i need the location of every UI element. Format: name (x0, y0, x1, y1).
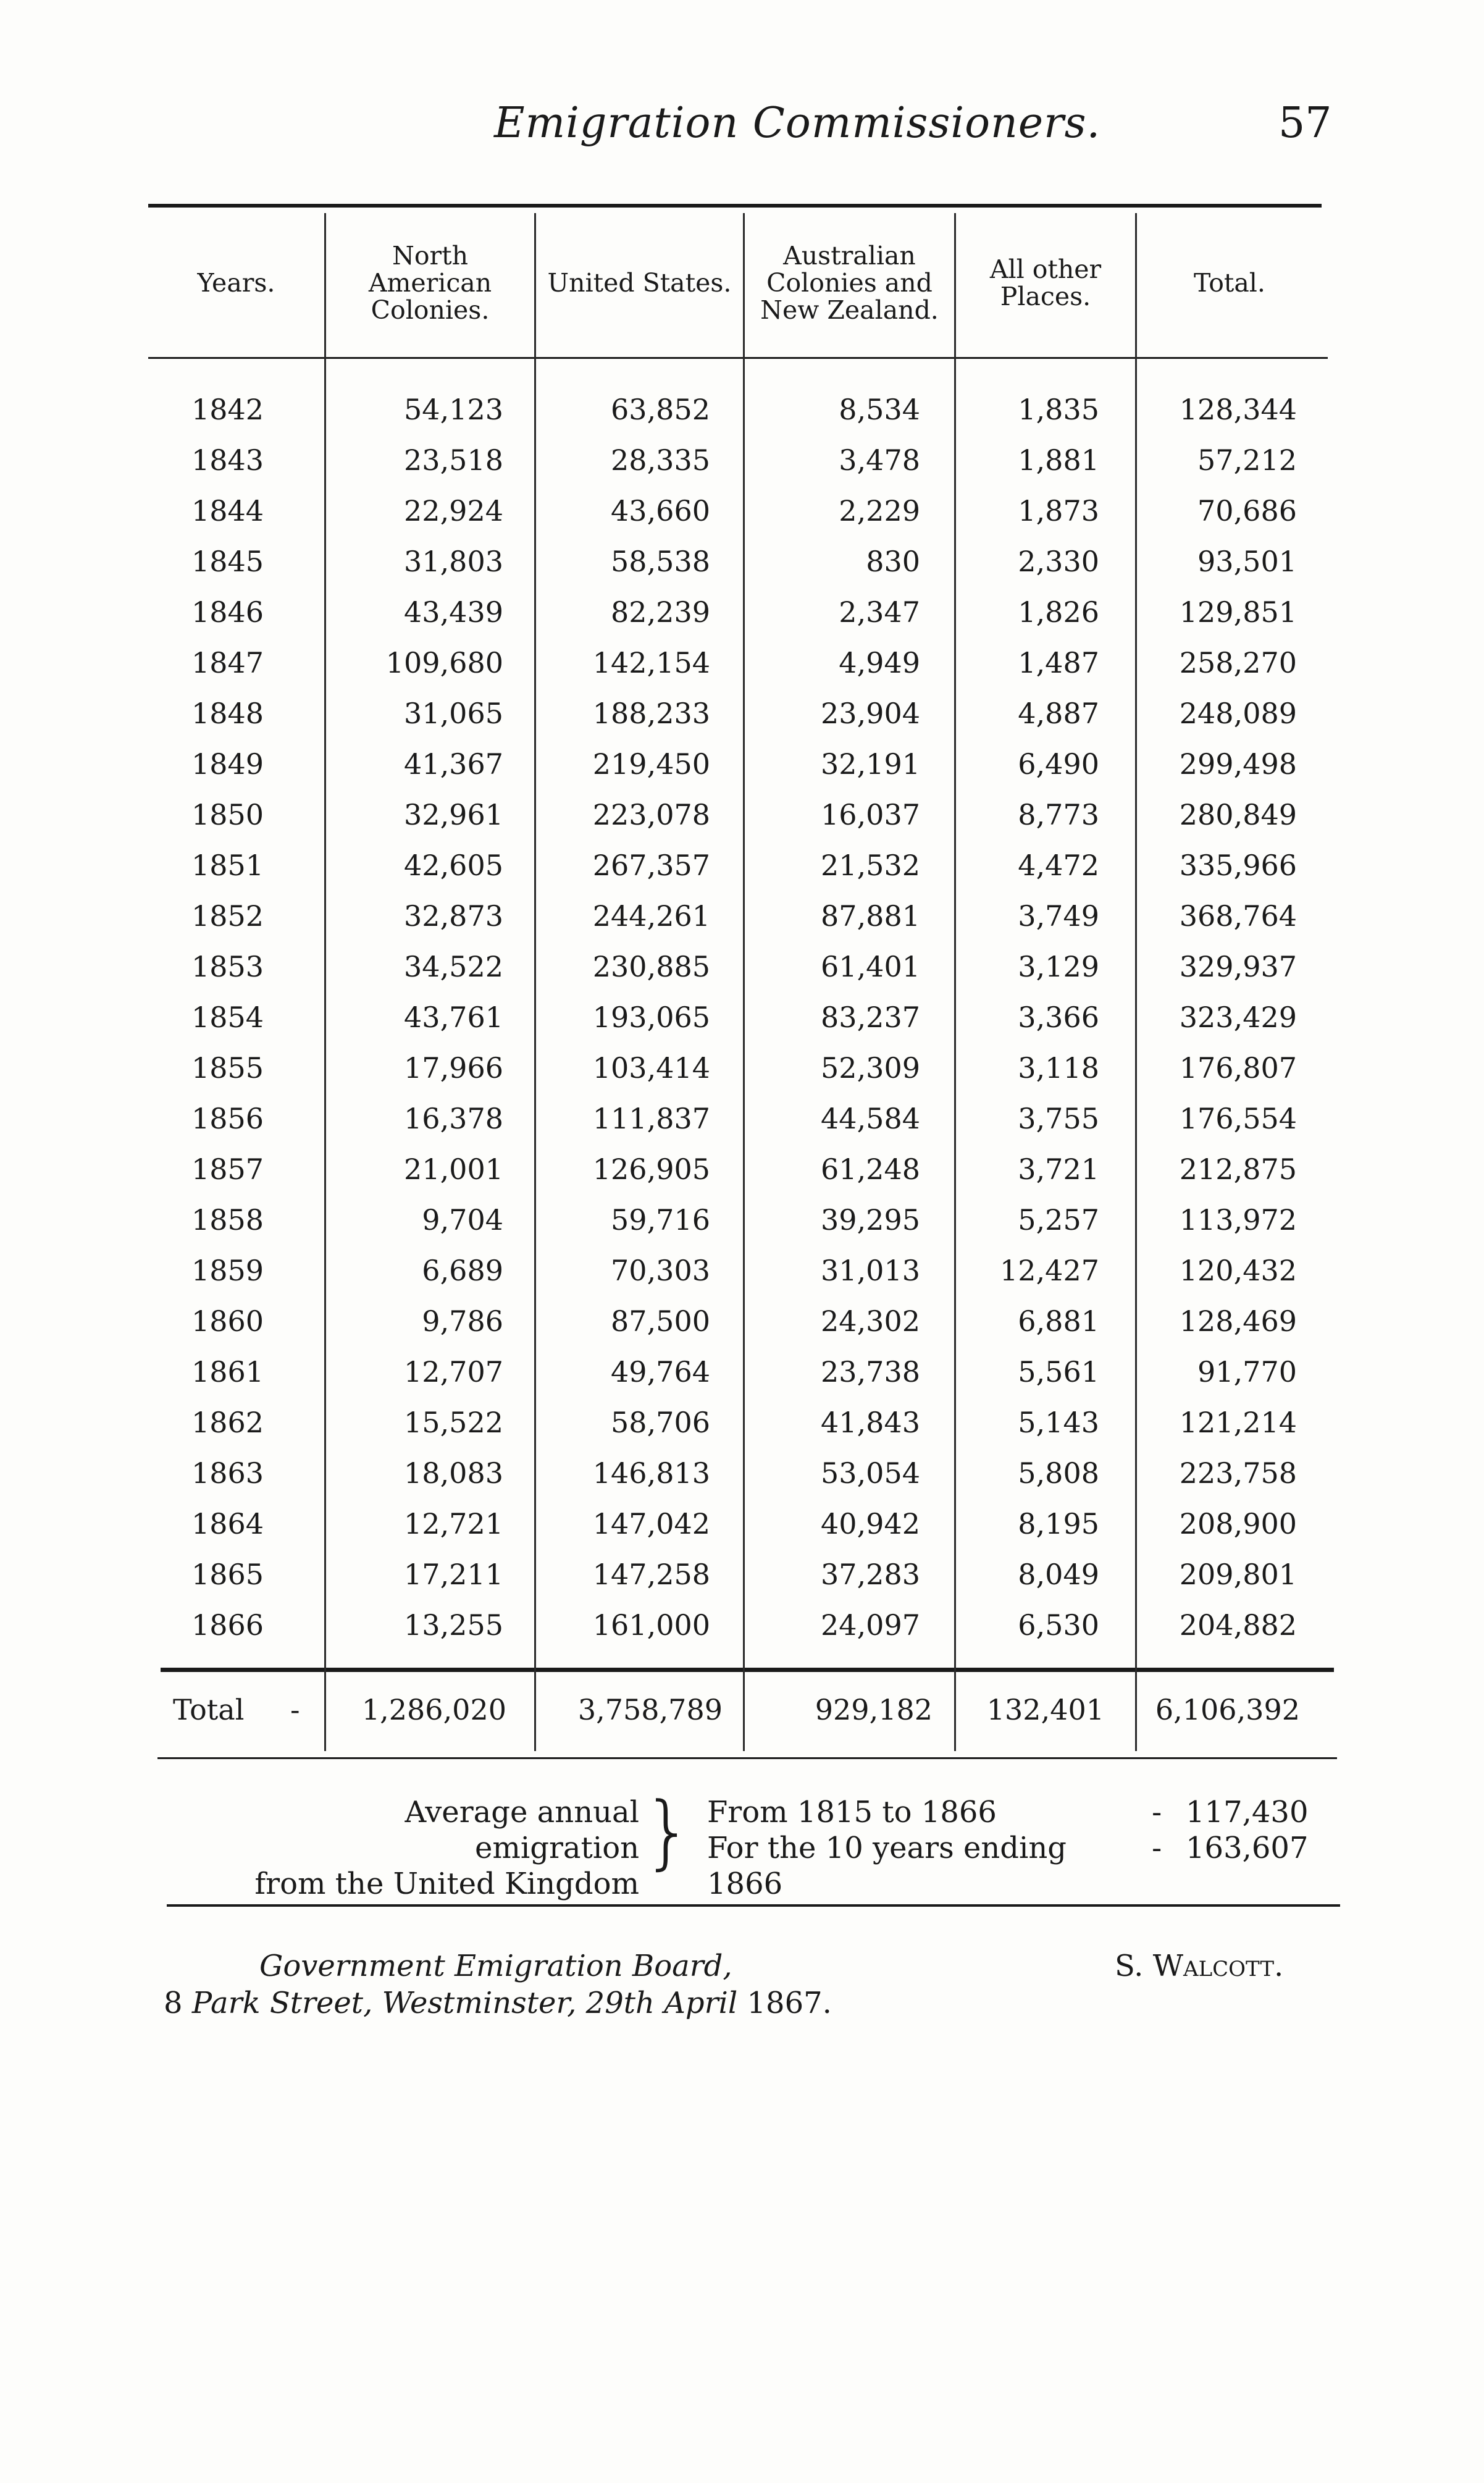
table-row (0, 1245, 1484, 1296)
cell-total: 329,937 (1179, 950, 1297, 983)
cell-other: 8,195 (1018, 1507, 1099, 1540)
cell-total: 57,212 (1197, 443, 1297, 477)
cell-year: 1860 (191, 1305, 264, 1338)
cell-total: 335,966 (1179, 849, 1297, 882)
cell-na: 9,786 (422, 1305, 503, 1338)
cell-other: 3,721 (1018, 1153, 1099, 1186)
signature-name: S. Walcott. (1115, 1949, 1284, 1983)
totals-australian: 929,182 (815, 1693, 933, 1726)
cell-other: 1,487 (1018, 646, 1099, 679)
cell-other: 2,330 (1018, 545, 1099, 578)
table-row (0, 435, 1484, 485)
cell-au: 2,229 (839, 494, 920, 527)
table-row (0, 536, 1484, 587)
cell-au: 23,738 (821, 1355, 920, 1389)
cell-us: 147,258 (592, 1558, 710, 1591)
cell-na: 31,803 (404, 545, 503, 578)
cell-us: 59,716 (611, 1203, 710, 1237)
cell-au: 4,949 (839, 646, 920, 679)
cell-us: 267,357 (592, 849, 710, 882)
cell-total: 128,469 (1179, 1305, 1297, 1338)
totals-row (0, 1679, 1484, 1741)
cell-au: 830 (866, 545, 920, 578)
table-row (0, 1296, 1484, 1347)
table-row (0, 992, 1484, 1043)
brace-symbol: } (642, 1784, 694, 1878)
cell-total: 113,972 (1179, 1203, 1297, 1237)
cell-na: 43,439 (404, 595, 503, 629)
cell-na: 16,378 (404, 1102, 503, 1135)
cell-year: 1846 (191, 595, 264, 629)
cell-us: 223,078 (592, 798, 710, 831)
cell-total: 280,849 (1179, 798, 1297, 831)
table-row (0, 1347, 1484, 1397)
cell-total: 176,554 (1179, 1102, 1297, 1135)
header-north-american-colonies (326, 213, 534, 352)
cell-au: 39,295 (821, 1203, 920, 1237)
cell-na: 12,707 (404, 1355, 503, 1389)
cell-total: 128,344 (1179, 393, 1297, 426)
cell-total: 368,764 (1179, 899, 1297, 933)
cell-year: 1857 (191, 1153, 264, 1186)
cell-other: 6,530 (1018, 1608, 1099, 1642)
cell-au: 8,534 (839, 393, 920, 426)
cell-year: 1848 (191, 697, 264, 730)
cell-year: 1842 (191, 393, 264, 426)
cell-na: 54,123 (404, 393, 503, 426)
cell-year: 1843 (191, 443, 264, 477)
totals-united-states: 3,758,789 (577, 1693, 723, 1726)
cell-total: 323,429 (1179, 1001, 1297, 1034)
cell-other: 5,808 (1018, 1456, 1099, 1490)
totals-dash: - (290, 1693, 300, 1726)
cell-us: 142,154 (592, 646, 710, 679)
cell-total: 121,214 (1179, 1406, 1297, 1439)
cell-us: 230,885 (592, 950, 710, 983)
cell-na: 15,522 (404, 1406, 503, 1439)
average-left-line-2: from the United Kingdom (254, 1867, 639, 1901)
cell-us: 28,335 (611, 443, 710, 477)
cell-total: 223,758 (1179, 1456, 1297, 1490)
average-right-line-2: For the 10 years ending 1866 (707, 1831, 1067, 1901)
average-value-2: 163,607 (1186, 1831, 1309, 1865)
signature-address (164, 1986, 832, 2020)
table-row (0, 1144, 1484, 1195)
header-line: All other (989, 254, 1102, 284)
table-row (0, 1093, 1484, 1144)
cell-na: 13,255 (404, 1608, 503, 1642)
cell-total: 248,089 (1179, 697, 1297, 730)
totals-top-rule (161, 1668, 1334, 1672)
cell-total: 93,501 (1197, 545, 1297, 578)
cell-year: 1854 (191, 1001, 264, 1034)
cell-us: 126,905 (592, 1153, 710, 1186)
table-row (0, 384, 1484, 435)
cell-na: 32,873 (404, 899, 503, 933)
cell-na: 109,680 (385, 646, 503, 679)
header-united-states: United States. (547, 267, 732, 298)
cell-total: 299,498 (1179, 747, 1297, 781)
cell-na: 34,522 (404, 950, 503, 983)
cell-na: 31,065 (404, 697, 503, 730)
cell-na: 21,001 (404, 1153, 503, 1186)
cell-na: 42,605 (404, 849, 503, 882)
cell-other: 6,490 (1018, 747, 1099, 781)
cell-us: 58,706 (611, 1406, 710, 1439)
average-dashes (1152, 1794, 1176, 1866)
cell-us: 103,414 (592, 1051, 710, 1085)
cell-year: 1866 (191, 1608, 264, 1642)
table-row (0, 1195, 1484, 1245)
page-header (0, 99, 1484, 161)
average-left-line-1: Average annual emigration (405, 1795, 639, 1865)
cell-total: 91,770 (1197, 1355, 1297, 1389)
table-row (0, 1600, 1484, 1650)
cell-year: 1850 (191, 798, 264, 831)
cell-other: 1,835 (1018, 393, 1099, 426)
cell-au: 3,478 (839, 443, 920, 477)
cell-other: 1,881 (1018, 443, 1099, 477)
cell-year: 1865 (191, 1558, 264, 1591)
header-line: Colonies and (766, 267, 933, 298)
cell-na: 43,761 (404, 1001, 503, 1034)
header-line: Colonies. (371, 295, 490, 325)
cell-au: 16,037 (821, 798, 920, 831)
table-row (0, 739, 1484, 789)
cell-us: 146,813 (592, 1456, 710, 1490)
cell-other: 1,826 (1018, 595, 1099, 629)
cell-au: 87,881 (821, 899, 920, 933)
cell-total: 208,900 (1179, 1507, 1297, 1540)
cell-total: 258,270 (1179, 646, 1297, 679)
cell-other: 1,873 (1018, 494, 1099, 527)
address-number: 8 (164, 1986, 183, 2020)
cell-year: 1855 (191, 1051, 264, 1085)
cell-total: 209,801 (1179, 1558, 1297, 1591)
cell-total: 212,875 (1179, 1153, 1297, 1186)
table-top-rule (148, 204, 1322, 208)
totals-total: 6,106,392 (1155, 1693, 1300, 1726)
cell-au: 52,309 (821, 1051, 920, 1085)
cell-na: 22,924 (404, 494, 503, 527)
average-value-1: 117,430 (1186, 1795, 1309, 1830)
cell-other: 5,561 (1018, 1355, 1099, 1389)
cell-us: 82,239 (611, 595, 710, 629)
header-line: Places. (1000, 281, 1091, 311)
table-row (0, 637, 1484, 688)
cell-year: 1858 (191, 1203, 264, 1237)
cell-total: 70,686 (1197, 494, 1297, 527)
signature-board: Government Emigration Board, (259, 1949, 732, 1983)
average-dash-2: - (1152, 1831, 1162, 1865)
header-years: Years. (197, 267, 275, 298)
footer-rule (167, 1904, 1340, 1907)
table-row (0, 1448, 1484, 1498)
cell-other: 3,118 (1018, 1051, 1099, 1085)
table-row (0, 1397, 1484, 1448)
header-line: New Zealand. (760, 295, 939, 325)
average-values (1186, 1794, 1309, 1866)
header-all-other-places (956, 213, 1135, 352)
cell-au: 41,843 (821, 1406, 920, 1439)
cell-other: 12,427 (1000, 1254, 1099, 1287)
running-title: Emigration Commissioners. (494, 99, 1101, 148)
cell-au: 2,347 (839, 595, 920, 629)
cell-au: 61,401 (821, 950, 920, 983)
cell-na: 23,518 (404, 443, 503, 477)
cell-year: 1845 (191, 545, 264, 578)
table-row (0, 1498, 1484, 1549)
cell-year: 1859 (191, 1254, 264, 1287)
address-date: 29th April (585, 1986, 738, 2020)
cell-na: 9,704 (422, 1203, 503, 1237)
table-row (0, 688, 1484, 739)
cell-na: 12,721 (404, 1507, 503, 1540)
cell-au: 83,237 (821, 1001, 920, 1034)
average-left-text (232, 1794, 639, 1902)
header-line: American (368, 267, 492, 298)
table-row (0, 840, 1484, 891)
cell-us: 58,538 (611, 545, 710, 578)
cell-us: 193,065 (592, 1001, 710, 1034)
cell-year: 1856 (191, 1102, 264, 1135)
cell-na: 6,689 (422, 1254, 503, 1287)
cell-year: 1862 (191, 1406, 264, 1439)
cell-au: 21,532 (821, 849, 920, 882)
cell-other: 3,749 (1018, 899, 1099, 933)
cell-year: 1853 (191, 950, 264, 983)
cell-year: 1851 (191, 849, 264, 882)
totals-bottom-rule (157, 1757, 1337, 1759)
table-row (0, 485, 1484, 536)
totals-north-american: 1,286,020 (361, 1693, 506, 1726)
cell-us: 161,000 (592, 1608, 710, 1642)
cell-au: 24,302 (821, 1305, 920, 1338)
cell-na: 41,367 (404, 747, 503, 781)
cell-na: 17,211 (404, 1558, 503, 1591)
cell-total: 176,807 (1179, 1051, 1297, 1085)
cell-au: 37,283 (821, 1558, 920, 1591)
address-street: Park Street, Westminster, (191, 1986, 577, 2020)
table-row (0, 1549, 1484, 1600)
cell-us: 111,837 (592, 1102, 710, 1135)
totals-label: Total (173, 1693, 245, 1726)
table-row (0, 587, 1484, 637)
cell-us: 49,764 (611, 1355, 710, 1389)
header-line: Australian (783, 240, 916, 271)
cell-na: 18,083 (404, 1456, 503, 1490)
cell-year: 1852 (191, 899, 264, 933)
cell-other: 3,366 (1018, 1001, 1099, 1034)
cell-other: 5,257 (1018, 1203, 1099, 1237)
cell-au: 32,191 (821, 747, 920, 781)
cell-us: 63,852 (611, 393, 710, 426)
cell-other: 5,143 (1018, 1406, 1099, 1439)
cell-us: 43,660 (611, 494, 710, 527)
cell-au: 24,097 (821, 1608, 920, 1642)
header-line: North (392, 240, 469, 271)
cell-au: 23,904 (821, 697, 920, 730)
cell-au: 44,584 (821, 1102, 920, 1135)
address-year: 1867. (747, 1986, 832, 2020)
cell-au: 40,942 (821, 1507, 920, 1540)
average-right-text (707, 1794, 1139, 1902)
cell-na: 17,966 (404, 1051, 503, 1085)
cell-total: 129,851 (1179, 595, 1297, 629)
table-row (0, 1043, 1484, 1093)
cell-year: 1847 (191, 646, 264, 679)
totals-other: 132,401 (986, 1693, 1104, 1726)
cell-other: 3,129 (1018, 950, 1099, 983)
cell-us: 70,303 (611, 1254, 710, 1287)
cell-total: 120,432 (1179, 1254, 1297, 1287)
cell-au: 53,054 (821, 1456, 920, 1490)
cell-year: 1844 (191, 494, 264, 527)
average-right-line-1: From 1815 to 1866 (707, 1795, 997, 1830)
table-row (0, 941, 1484, 992)
cell-other: 4,472 (1018, 849, 1099, 882)
table-row (0, 789, 1484, 840)
cell-other: 6,881 (1018, 1305, 1099, 1338)
page-number: 57 (1278, 99, 1332, 148)
cell-year: 1861 (191, 1355, 264, 1389)
cell-other: 4,887 (1018, 697, 1099, 730)
cell-other: 8,773 (1018, 798, 1099, 831)
cell-au: 31,013 (821, 1254, 920, 1287)
header-australian-colonies (745, 213, 954, 352)
table-row (0, 891, 1484, 941)
cell-au: 61,248 (821, 1153, 920, 1186)
cell-na: 32,961 (404, 798, 503, 831)
cell-us: 188,233 (592, 697, 710, 730)
header-total: Total. (1194, 267, 1265, 298)
cell-other: 8,049 (1018, 1558, 1099, 1591)
cell-other: 3,755 (1018, 1102, 1099, 1135)
cell-year: 1849 (191, 747, 264, 781)
cell-us: 147,042 (592, 1507, 710, 1540)
cell-us: 219,450 (592, 747, 710, 781)
cell-year: 1863 (191, 1456, 264, 1490)
cell-year: 1864 (191, 1507, 264, 1540)
cell-us: 87,500 (611, 1305, 710, 1338)
average-dash-1: - (1152, 1795, 1162, 1830)
cell-us: 244,261 (592, 899, 710, 933)
cell-total: 204,882 (1179, 1608, 1297, 1642)
